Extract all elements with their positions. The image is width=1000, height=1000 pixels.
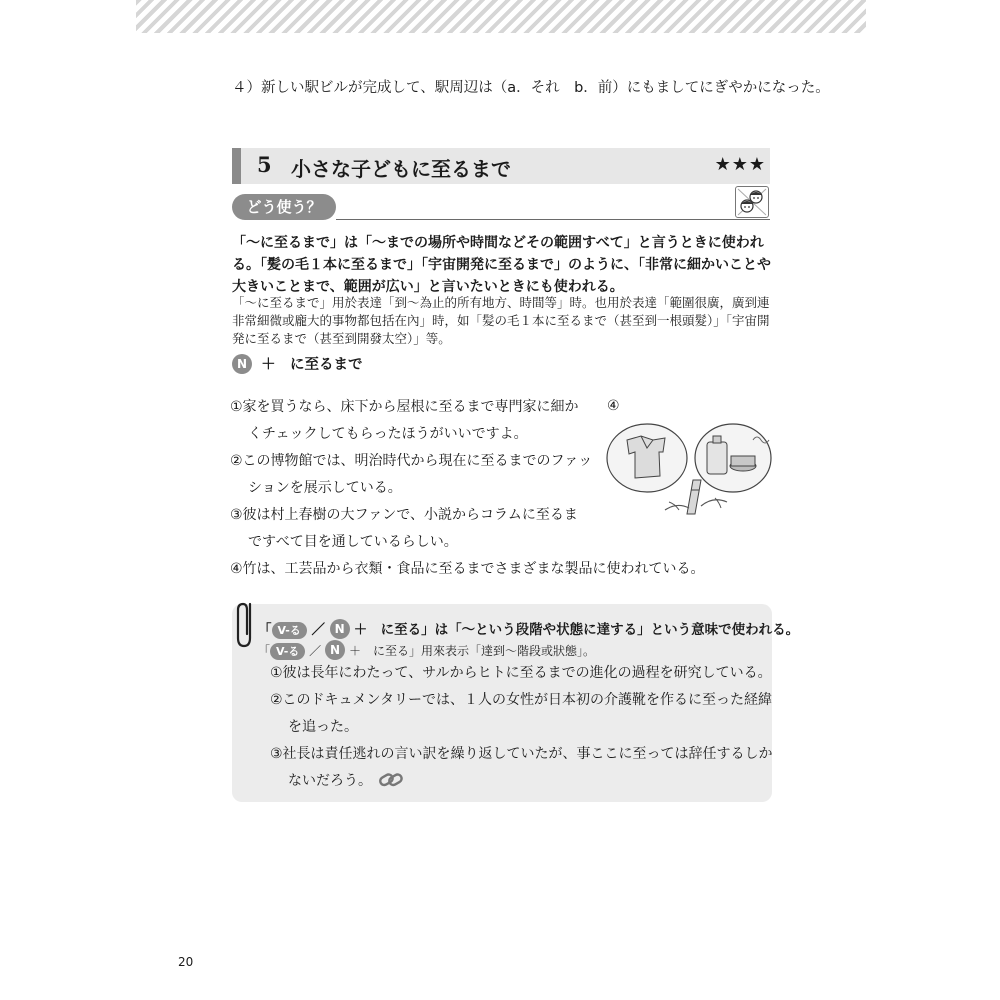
note-example-1: ①彼は長年にわたって、サルからヒトに至るまでの進化の過程を研究している。 <box>270 665 772 681</box>
pattern-text: ＋ に至るまで <box>261 357 363 373</box>
note-example-3-continued <box>270 768 770 795</box>
verb-dictionary-form-marker: V-る <box>272 622 307 639</box>
previous-exercise-item: ４）新しい駅ビルが完成して、駅周辺は（a．それ b．前）にもましてにぎやかになった。 <box>232 80 830 96</box>
note-explanation-chinese: 「 V-る ／ N ＋ に至る」用來表示「達到〜階段或狀態」。 <box>258 640 768 660</box>
example-sentences <box>230 394 705 583</box>
bamboo-products-illustration <box>605 418 775 518</box>
section-title: 小さな子どもに至るまで <box>291 157 511 181</box>
slash-separator: ／ <box>311 622 325 638</box>
slash-separator: ／ <box>309 644 322 658</box>
example-2-continued: ションを展示している。 <box>248 480 402 496</box>
explanation-japanese: 「〜に至るまで」は「〜までの場所や時間などその範囲すべて」と言うときに使われる。「髪の毛１本に至るまで」「宇宙開発に至るまで」のように、「非常に細かいことや大きいことまで、範囲が広い」と言いたいときにも使われる。 <box>232 235 771 295</box>
note-explanation-japanese: 「 V-る ／ N ＋ に至る」は「〜という段階や状態に達する」という意味で使われる。 <box>258 619 768 640</box>
kids-faces-icon <box>735 186 769 218</box>
difficulty-stars: ★★★ <box>714 154 766 175</box>
explanation-chinese: 「〜に至るまで」用於表達「到〜為止的所有地方、時間等」時。也用於表達「範圍很廣，廣到連非常細微或龐大的事物都包括在內」時，如「髪の毛１本に至るまで（甚至到一根頭髮）」「宇宙開発に至るまで（甚至到開發太空）」等。 <box>232 295 770 346</box>
example-1: ①家を買うなら、床下から屋根に至るまで専門家に細か <box>230 399 579 415</box>
grammar-pattern <box>232 354 363 376</box>
example-3: ③彼は村上春樹の大ファンで、小説からコラムに至るま <box>230 507 578 523</box>
note-ja-text: ＋ に至る」は「〜という段階や状態に達する」という意味で使われる。 <box>353 622 800 638</box>
page-number: 20 <box>178 955 194 969</box>
note-example-3: ③社長は責任逃れの言い訳を繰り返していたが、事ここに至っては辞任するしか <box>270 746 773 762</box>
noun-marker: N <box>330 619 350 639</box>
decorative-stripe-band <box>136 0 866 33</box>
badge-underline <box>336 219 770 220</box>
how-to-use-badge: どう使う？ <box>232 194 336 220</box>
noun-marker: N <box>325 640 345 660</box>
note-zh-text: ＋ に至る」用來表示「達到〜階段或狀態」。 <box>348 644 595 658</box>
example-1-continued: くチェックしてもらったほうがいいですよ。 <box>248 426 528 442</box>
note-example-3-continued-text: ないだろう。 <box>288 773 372 789</box>
example-4: ④竹は、工芸品から衣類・食品に至るまでさまざまな製品に使われている。 <box>230 561 705 577</box>
note-example-sentences <box>270 660 773 795</box>
example-3-continued: ですべて目を通しているらしい。 <box>248 534 458 550</box>
example-2: ②この博物館では、明治時代から現在に至るまでのファッ <box>230 453 593 469</box>
noun-marker: N <box>232 354 252 374</box>
illustration-label: ④ <box>607 398 620 414</box>
note-example-2-continued: を追った。 <box>288 719 358 735</box>
section-number: 5 <box>257 152 272 177</box>
note-example-2: ②このドキュメンタリーでは、１人の女性が日本初の介護靴を作るに至った経緯 <box>270 692 772 708</box>
section-header <box>232 148 770 184</box>
chain-link-icon <box>378 771 404 789</box>
paperclip-icon <box>236 600 258 650</box>
verb-dictionary-form-marker: V-る <box>270 643 305 660</box>
